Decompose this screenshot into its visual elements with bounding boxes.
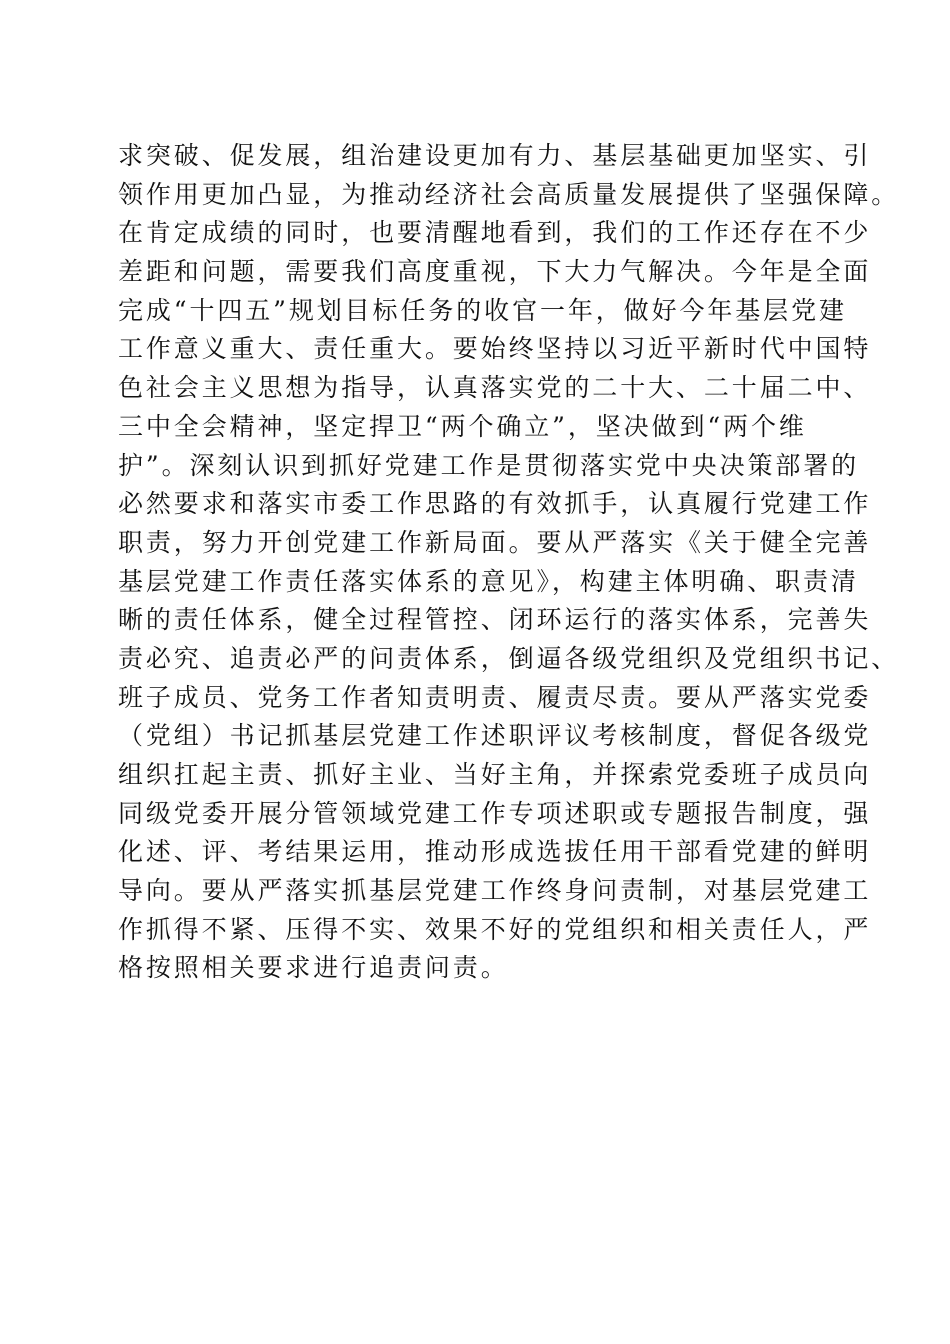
body-paragraph [118, 137, 900, 988]
text-line: 导向。要从严落实抓基层党建工作终身问责制，对基层党建工 [118, 876, 872, 906]
text-line: 班子成员、党务工作者知责明责、履责尽责。要从严落实党委 [118, 682, 872, 712]
text-line: 晰的责任体系，健全过程管控、闭环运行的落实体系，完善失 [118, 605, 872, 635]
text-line: 差距和问题，需要我们高度重视，下大力气解决。今年是全面 [118, 257, 872, 287]
text-line: 工作意义重大、责任重大。要始终坚持以习近平新时代中国特 [118, 334, 872, 364]
text-line: 作抓得不紧、压得不实、效果不好的党组织和相关责任人，严 [118, 914, 872, 944]
text-line: 领作用更加凸显，为推动经济社会高质量发展提供了坚强保障。 [118, 179, 900, 209]
text-line: 基层党建工作责任落实体系的意见》，构建主体明确、职责清 [118, 566, 859, 596]
text-line: 色社会主义思想为指导，认真落实党的二十大、二十届二中、 [118, 373, 872, 403]
text-line: 在肯定成绩的同时，也要清醒地看到，我们的工作还存在不少 [118, 218, 872, 248]
text-line: 必然要求和落实市委工作思路的有效抓手，认真履行党建工作 [118, 489, 872, 519]
text-line: 责必究、追责必严的问责体系，倒逼各级党组织及党组织书记、 [118, 643, 900, 673]
text-line: 组织扛起主责、抓好主业、当好主角，并探索党委班子成员向 [118, 760, 872, 789]
text-line: 求突破、促发展，组治建设更加有力、基层基础更加坚实、引 [118, 141, 872, 170]
text-line: 格按照相关要求进行追责问责。 [118, 953, 509, 983]
text-line: （党组）书记抓基层党建工作述职评议考核制度，督促各级党 [118, 721, 872, 751]
text-line: 化述、评、考结果运用，推动形成选拔任用干部看党建的鲜明 [118, 837, 872, 867]
text-line: 完成“十四五”规划目标任务的收官一年，做好今年基层党建 [118, 295, 847, 325]
text-line: 护”。深刻认识到抓好党建工作是贯彻落实党中央决策部署的 [118, 450, 860, 480]
text-line: 同级党委开展分管领域党建工作专项述职或专题报告制度，强 [118, 798, 872, 828]
text-line: 职责，努力开创党建工作新局面。要从严落实《关于健全完善 [118, 527, 872, 557]
text-line: 三中全会精神，坚定捍卫“两个确立”，坚决做到“两个维 [118, 411, 807, 441]
